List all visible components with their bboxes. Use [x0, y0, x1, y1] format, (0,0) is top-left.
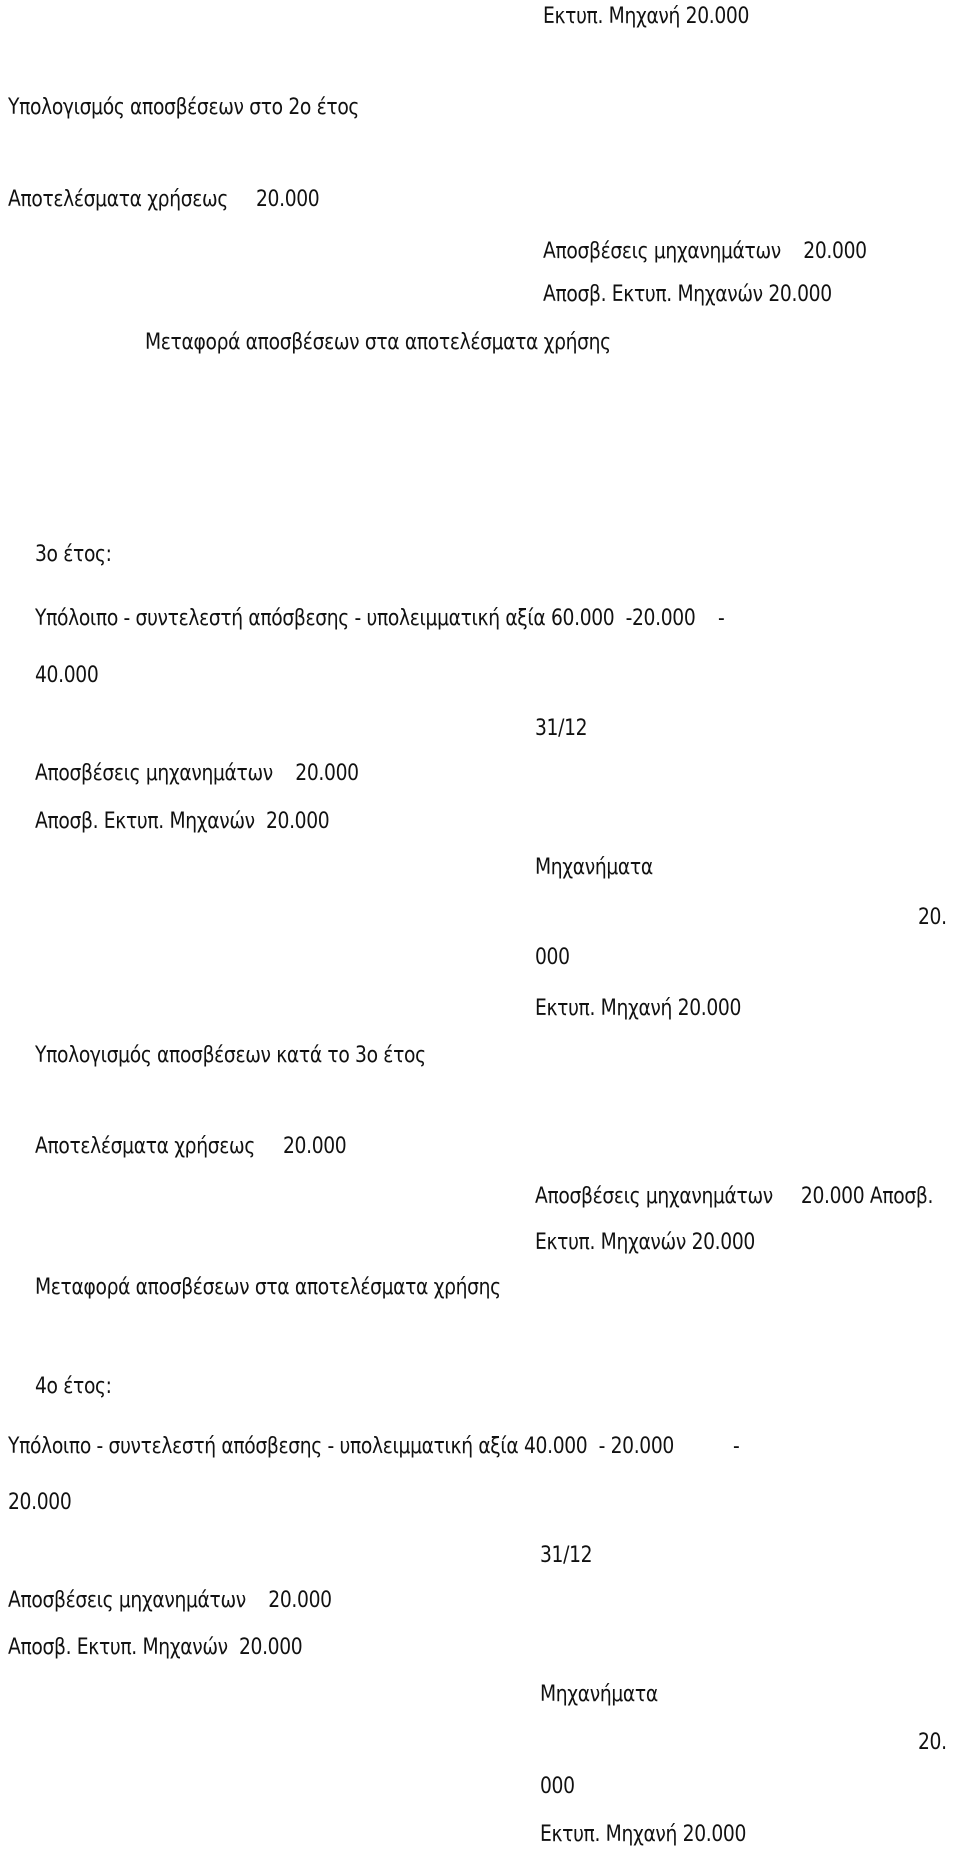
- y3-formula-dash: -: [718, 606, 725, 631]
- y4-formula-line: Υπόλοιπο - συντελεστή απόσβεσης - υπολειμματική αξία 40.000 - 20.000: [8, 1434, 674, 1459]
- y3-title: 3ο έτος:: [35, 542, 112, 567]
- y4-credit-1-amount-a: 20.: [918, 1730, 947, 1755]
- y3-narrative: Μεταφορά αποσβέσεων στα αποτελέσματα χρήσης: [35, 1275, 501, 1300]
- y3-entry-debit: Αποτελέσματα χρήσεως 20.000: [35, 1134, 347, 1159]
- y4-credit-1-amount-b: 000: [540, 1774, 575, 1799]
- y3-credit-1: Μηχανήματα: [535, 855, 653, 880]
- y4-debit-1: Αποσβέσεις μηχανημάτων 20.000: [8, 1588, 332, 1613]
- y2-debit: Αποτελέσματα χρήσεως 20.000: [8, 187, 320, 212]
- y2-top-credit: Εκτυπ. Μηχανή 20.000: [543, 4, 750, 29]
- y3-entry-credit-1: Αποσβέσεις μηχανημάτων 20.000 Αποσβ.: [535, 1184, 934, 1209]
- y4-formula-dash: -: [733, 1434, 740, 1459]
- y3-date: 31/12: [535, 716, 588, 741]
- y4-formula-result: 20.000: [8, 1490, 72, 1515]
- y2-heading: Υπολογισμός αποσβέσεων στο 2ο έτος: [8, 95, 360, 120]
- y3-formula-result: 40.000: [35, 663, 99, 688]
- y2-narrative: Μεταφορά αποσβέσεων στα αποτελέσματα χρήσης: [145, 330, 611, 355]
- y3-formula-line: Υπόλοιπο - συντελεστή απόσβεσης - υπολειμματική αξία 60.000 -20.000: [35, 606, 696, 631]
- y3-debit-1: Αποσβέσεις μηχανημάτων 20.000: [35, 761, 359, 786]
- y4-date: 31/12: [540, 1543, 593, 1568]
- y4-title: 4ο έτος:: [35, 1374, 112, 1399]
- y3-debit-2: Αποσβ. Εκτυπ. Μηχανών 20.000: [35, 809, 330, 834]
- y3-credit-1-amount-b: 000: [535, 945, 570, 970]
- y3-entry-credit-2: Εκτυπ. Μηχανών 20.000: [535, 1230, 755, 1255]
- y4-debit-2: Αποσβ. Εκτυπ. Μηχανών 20.000: [8, 1635, 303, 1660]
- y3-heading: Υπολογισμός αποσβέσεων κατά το 3ο έτος: [35, 1043, 426, 1068]
- y4-credit-1: Μηχανήματα: [540, 1682, 658, 1707]
- y3-credit-2: Εκτυπ. Μηχανή 20.000: [535, 996, 742, 1021]
- y2-credit-2: Αποσβ. Εκτυπ. Μηχανών 20.000: [543, 282, 832, 307]
- y3-credit-1-amount-a: 20.: [918, 905, 947, 930]
- y2-credit-1: Αποσβέσεις μηχανημάτων 20.000: [543, 239, 867, 264]
- y4-credit-2: Εκτυπ. Μηχανή 20.000: [540, 1822, 747, 1847]
